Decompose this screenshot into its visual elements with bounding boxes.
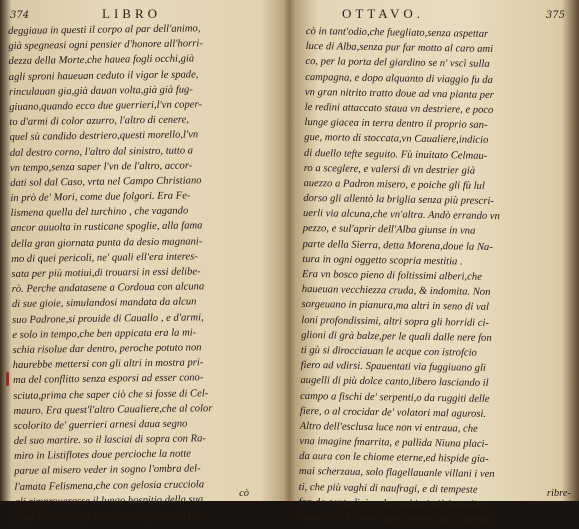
text-line: cò in tant'odio,che fuegliato,senza aspettar bbox=[305, 25, 489, 40]
text-line: ro a sceglere, e valersi di vn destrier già bbox=[303, 162, 476, 177]
left-running-title: LIBRO bbox=[102, 6, 161, 21]
right-catchword: ribre- bbox=[546, 488, 571, 499]
text-line: fiero ad vdirsi. Spauentati via fuggiuano gli bbox=[300, 360, 486, 374]
red-margin-mark bbox=[6, 372, 9, 386]
text-line: augelli di più dolce canto,libero lasciando il bbox=[300, 375, 489, 390]
right-page-number: 375 bbox=[545, 10, 565, 21]
left-page-number: 374 bbox=[10, 10, 30, 21]
text-line: auezzo a Padron misero, e poiche gli fù lul bbox=[303, 177, 485, 192]
text-line: scolorito de' guerrieri arnesi daua segno bbox=[13, 418, 188, 432]
text-line: giuano,quando ecco due guerrieri,l'vn coper- bbox=[9, 99, 202, 113]
text-line: parte della Sierra, detta Morena,doue la Na- bbox=[302, 238, 493, 253]
text-line: mo di quei pericoli, ne' quali ell'era interes- bbox=[11, 251, 198, 265]
text-line: del suo martire. so il lasciai di sopra con Ra- bbox=[13, 433, 206, 448]
text-line: loni profondissimi, altri sopra gli horridi ci- bbox=[301, 314, 490, 329]
text-line: campo a fischi de' serpenti,o da ruggiti delle bbox=[300, 390, 490, 405]
text-line: fon da contadini, e da nochieri più beneditti bbox=[298, 496, 486, 511]
text-line: l'amata Felismena,che con gelosia crucciola bbox=[14, 478, 205, 493]
text-line: luce di Alba,senza pur far motto al caro ami bbox=[305, 41, 494, 56]
text-line: maledetti . L'entrar quiui partoriua vn gelido bbox=[298, 511, 490, 526]
text-line: mai scherzaua, solo flagellauanle villani i ven bbox=[298, 466, 495, 481]
text-line: dal destro corno, l'altro dal sinistro, tutto a bbox=[9, 144, 194, 159]
text-line: ti gù si dirocciauan le acque con istrofcio bbox=[300, 344, 477, 359]
text-line: to d'armi di color azurro, l'altro di cenere, bbox=[9, 114, 190, 129]
text-line: vn gran nitrito tratto doue ad vna pianta per bbox=[304, 86, 494, 101]
text-line: ancor auuolta in rusticane spoglie, alla fama bbox=[10, 220, 203, 235]
text-line: Altro dell'esclusa luce non vi entraua, che bbox=[299, 420, 478, 435]
text-line: mauro. Era quest'l'altro Caualiere,che al color bbox=[13, 402, 213, 417]
text-line: haurebbe mettersi con gli altri in mostra pri- bbox=[12, 357, 204, 372]
text-line: fuga D ana letto,e camera,e magione gli fa- bbox=[14, 509, 201, 523]
text-line: quel sù candido destriero,questi morello,l'vn bbox=[9, 129, 199, 144]
text-line: pezzo, e sul'aprir dell'Alba giunse in vna bbox=[302, 223, 476, 238]
text-line: sorgeuano in pianura,ma altri in seno di val bbox=[301, 299, 490, 314]
text-line: sciuta,prima che saper ciò che si fosse di Cel- bbox=[13, 387, 209, 402]
text-line: rò. Perche andatasene a Cordoua con alcuna bbox=[11, 281, 205, 296]
text-line: già spegneasi ogni pensier d'honore all'horri- bbox=[8, 38, 203, 53]
text-line: e solo in tempo,che ben appicata era la mi- bbox=[12, 327, 197, 341]
text-line: da aura con le chiome eterne,ed hispide gia- bbox=[299, 451, 489, 466]
text-line: dorso gli allentò la briglia senza più prescri- bbox=[303, 193, 494, 208]
text-line: agli sproni haueuan ceduto il vigor le spade, bbox=[8, 68, 199, 83]
text-line: Era vn bosco pieno di foltissimi alberi,che bbox=[301, 268, 482, 283]
text-line: ti, che più vaghi di naufragi, e di tempeste bbox=[298, 481, 478, 496]
text-line: sata per più motiui,di trouarsi in essi delibe- bbox=[11, 266, 201, 280]
text-line: fiere, o al crocidar de' volatori mal agurosi. bbox=[299, 405, 487, 420]
text-line: suo Padrone,si prouide di Cauallo , e d'armi, bbox=[12, 311, 204, 326]
text-line: campagna, e dopo alquanto di viaggio fu da bbox=[305, 71, 493, 86]
text-line: dati sol dal Caso, vrta nel Campo Christiano bbox=[10, 175, 202, 189]
text-line: ma del conflitto senza esporsi ad esser cono- bbox=[12, 372, 204, 387]
text-line: tura in ogni oggetto scopria mestitia . bbox=[302, 253, 463, 268]
text-line: dezza della Morte,che hauea fogli occhi,già bbox=[8, 53, 195, 68]
text-line: di duello tefte seguito. Fù inuitato Celmau- bbox=[303, 147, 488, 162]
text-line: co, per la porta del giardino se n' vscì sulla bbox=[305, 56, 490, 71]
right-running-title: OTTAVO. bbox=[342, 6, 424, 21]
text-line: della gran giornata punta da desio magnani- bbox=[10, 235, 203, 250]
text-line: miro in Listiflotes doue percioche la notte bbox=[13, 448, 192, 463]
text-line: le redini attaccato staua vn destriere, e poco bbox=[304, 101, 494, 116]
text-line: gue, morto di stoccata,vn Caualiere,indicio bbox=[304, 132, 489, 147]
text-line: parue al misero veder in sogno l'ombra del- bbox=[14, 463, 201, 478]
text-line: haueuan vecchiezza cruda, & indomita. Non bbox=[301, 284, 491, 299]
text-line: di sue gioie, simulandosi mandata da alcun bbox=[11, 296, 197, 311]
text-line: in prò de' Mori, come due folgori. Era Fe- bbox=[10, 190, 191, 205]
left-page bbox=[0, 0, 289, 523]
text-line: schia risolue dar dentro, peroche potuto non bbox=[12, 342, 202, 356]
text-line: lunge giacea in terra dentro il proprio san- bbox=[304, 117, 488, 131]
right-page-text bbox=[298, 24, 571, 529]
text-line: uerli via alcuna,che vn'altra. Andò errando vn bbox=[302, 208, 500, 223]
text-line: rinculauan gia,già dauan volta,già già fug- bbox=[8, 84, 193, 98]
left-page-text bbox=[8, 20, 287, 525]
text-line: deggiaua in questi il corpo al par dell'animo, bbox=[8, 23, 201, 37]
right-page bbox=[290, 0, 579, 526]
text-line: vna imagine fmarrita, e pallida Niuna placi- bbox=[299, 436, 489, 450]
text-line: vn tempo,senza saper l'vn de l'altro, accor- bbox=[9, 160, 193, 174]
text-line: gli rimprouerasse il lungo hospitio della sua bbox=[14, 494, 204, 508]
text-line: lismena quella del turchino , che vagando bbox=[10, 205, 189, 220]
text-line: glioni di grà balze,per le quali dalle nere fon bbox=[301, 329, 492, 344]
left-catchword: cò bbox=[239, 488, 249, 499]
